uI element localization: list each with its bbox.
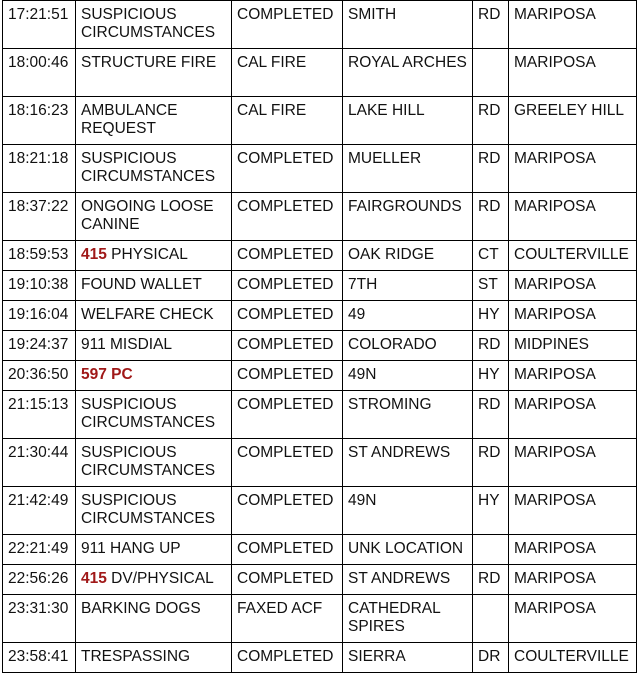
time-cell: 18:37:22 <box>3 193 76 241</box>
city-cell: MARIPOSA <box>509 271 637 301</box>
time-cell: 18:16:23 <box>3 97 76 145</box>
street-cell: 49N <box>343 361 473 391</box>
street-suffix-cell: HY <box>473 361 509 391</box>
street-suffix-cell: RD <box>473 145 509 193</box>
street-cell: ROYAL ARCHES <box>343 49 473 97</box>
time-cell: 18:59:53 <box>3 241 76 271</box>
call-type-cell <box>76 535 232 565</box>
call-type-text: SUSPICIOUS CIRCUMSTANCES <box>81 6 216 41</box>
call-type-cell <box>76 643 232 673</box>
street-suffix-cell: RD <box>473 193 509 241</box>
city-cell: GREELEY HILL <box>509 97 637 145</box>
table-row <box>3 49 637 97</box>
call-type-text: 911 MISDIAL <box>81 336 173 353</box>
disposition-cell: FAXED ACF <box>232 595 343 643</box>
call-type-text: STRUCTURE FIRE <box>81 54 217 71</box>
time-cell: 19:24:37 <box>3 331 76 361</box>
street-suffix-cell <box>473 535 509 565</box>
street-suffix-cell: RD <box>473 565 509 595</box>
call-type-cell <box>76 97 232 145</box>
call-type-cell <box>76 361 232 391</box>
disposition-cell: COMPLETED <box>232 193 343 241</box>
street-cell: CATHEDRAL SPIRES <box>343 595 473 643</box>
call-type-text: SUSPICIOUS CIRCUMSTANCES <box>81 444 216 479</box>
call-type-cell <box>76 145 232 193</box>
disposition-cell: COMPLETED <box>232 487 343 535</box>
disposition-cell: COMPLETED <box>232 145 343 193</box>
time-cell: 21:15:13 <box>3 391 76 439</box>
call-type-cell <box>76 595 232 643</box>
disposition-cell: COMPLETED <box>232 643 343 673</box>
time-cell: 21:30:44 <box>3 439 76 487</box>
call-type-cell <box>76 193 232 241</box>
table-row <box>3 301 637 331</box>
street-cell: STROMING <box>343 391 473 439</box>
disposition-cell: COMPLETED <box>232 391 343 439</box>
time-cell: 20:36:50 <box>3 361 76 391</box>
street-suffix-cell: ST <box>473 271 509 301</box>
street-cell: UNK LOCATION <box>343 535 473 565</box>
call-type-text: SUSPICIOUS CIRCUMSTANCES <box>81 396 216 431</box>
street-suffix-cell: RD <box>473 97 509 145</box>
time-cell: 23:31:30 <box>3 595 76 643</box>
street-cell: FAIRGROUNDS <box>343 193 473 241</box>
street-cell: COLORADO <box>343 331 473 361</box>
disposition-cell: COMPLETED <box>232 331 343 361</box>
time-cell: 22:56:26 <box>3 565 76 595</box>
street-suffix-cell: RD <box>473 331 509 361</box>
disposition-cell: COMPLETED <box>232 565 343 595</box>
street-cell: OAK RIDGE <box>343 241 473 271</box>
street-suffix-cell <box>473 595 509 643</box>
street-cell: ST ANDREWS <box>343 439 473 487</box>
street-cell: SMITH <box>343 1 473 49</box>
street-suffix-cell: HY <box>473 301 509 331</box>
call-code: 415 <box>81 570 107 587</box>
time-cell: 18:00:46 <box>3 49 76 97</box>
call-log-body <box>3 1 637 673</box>
call-type-text: SUSPICIOUS CIRCUMSTANCES <box>81 492 216 527</box>
city-cell: MARIPOSA <box>509 595 637 643</box>
table-row <box>3 595 637 643</box>
disposition-cell: COMPLETED <box>232 1 343 49</box>
call-type-cell <box>76 391 232 439</box>
city-cell: COULTERVILLE <box>509 643 637 673</box>
street-suffix-cell: RD <box>473 391 509 439</box>
table-row <box>3 487 637 535</box>
call-type-text: SUSPICIOUS CIRCUMSTANCES <box>81 150 216 185</box>
street-suffix-cell: HY <box>473 487 509 535</box>
street-cell: 7TH <box>343 271 473 301</box>
city-cell: MARIPOSA <box>509 49 637 97</box>
disposition-cell: COMPLETED <box>232 301 343 331</box>
city-cell: MARIPOSA <box>509 145 637 193</box>
call-code: 415 <box>81 246 107 263</box>
call-type-text: FOUND WALLET <box>81 276 202 293</box>
call-type-cell <box>76 487 232 535</box>
call-type-cell <box>76 49 232 97</box>
call-type-cell <box>76 1 232 49</box>
table-row <box>3 331 637 361</box>
call-type-text: AMBULANCE REQUEST <box>81 102 178 137</box>
city-cell: MARIPOSA <box>509 535 637 565</box>
call-type-text: TRESPASSING <box>81 648 191 665</box>
call-code: 597 PC <box>81 366 133 383</box>
city-cell: MARIPOSA <box>509 565 637 595</box>
table-row <box>3 1 637 49</box>
time-cell: 18:21:18 <box>3 145 76 193</box>
table-row <box>3 565 637 595</box>
call-type-cell <box>76 271 232 301</box>
city-cell: MARIPOSA <box>509 301 637 331</box>
street-suffix-cell: DR <box>473 643 509 673</box>
street-suffix-cell: CT <box>473 241 509 271</box>
disposition-cell: COMPLETED <box>232 241 343 271</box>
street-cell: SIERRA <box>343 643 473 673</box>
call-type-cell <box>76 301 232 331</box>
table-row <box>3 97 637 145</box>
call-type-text: DV/PHYSICAL <box>106 570 214 587</box>
time-cell: 19:10:38 <box>3 271 76 301</box>
table-row <box>3 643 637 673</box>
call-type-text: 911 HANG UP <box>81 540 181 557</box>
table-row <box>3 391 637 439</box>
city-cell: COULTERVILLE <box>509 241 637 271</box>
time-cell: 21:42:49 <box>3 487 76 535</box>
call-type-text: BARKING DOGS <box>81 600 201 617</box>
city-cell: MARIPOSA <box>509 361 637 391</box>
disposition-cell: CAL FIRE <box>232 49 343 97</box>
street-cell: MUELLER <box>343 145 473 193</box>
city-cell: MIDPINES <box>509 331 637 361</box>
table-row <box>3 361 637 391</box>
street-cell: 49 <box>343 301 473 331</box>
call-type-cell <box>76 439 232 487</box>
city-cell: MARIPOSA <box>509 487 637 535</box>
time-cell: 19:16:04 <box>3 301 76 331</box>
city-cell: MARIPOSA <box>509 193 637 241</box>
disposition-cell: COMPLETED <box>232 439 343 487</box>
street-suffix-cell: RD <box>473 439 509 487</box>
call-log-table <box>2 0 637 673</box>
street-suffix-cell <box>473 49 509 97</box>
table-row <box>3 271 637 301</box>
street-cell: LAKE HILL <box>343 97 473 145</box>
disposition-cell: COMPLETED <box>232 361 343 391</box>
call-type-cell <box>76 241 232 271</box>
table-row <box>3 535 637 565</box>
city-cell: MARIPOSA <box>509 1 637 49</box>
table-row <box>3 241 637 271</box>
disposition-cell: COMPLETED <box>232 535 343 565</box>
call-type-text: ONGOING LOOSE CANINE <box>81 198 214 233</box>
time-cell: 22:21:49 <box>3 535 76 565</box>
street-cell: 49N <box>343 487 473 535</box>
street-cell: ST ANDREWS <box>343 565 473 595</box>
time-cell: 17:21:51 <box>3 1 76 49</box>
street-suffix-cell: RD <box>473 1 509 49</box>
call-type-cell <box>76 565 232 595</box>
disposition-cell: CAL FIRE <box>232 97 343 145</box>
city-cell: MARIPOSA <box>509 391 637 439</box>
table-row <box>3 193 637 241</box>
city-cell: MARIPOSA <box>509 439 637 487</box>
table-row <box>3 439 637 487</box>
call-type-text: WELFARE CHECK <box>81 306 214 323</box>
call-type-text: PHYSICAL <box>106 246 188 263</box>
call-type-cell <box>76 331 232 361</box>
time-cell: 23:58:41 <box>3 643 76 673</box>
disposition-cell: COMPLETED <box>232 271 343 301</box>
table-row <box>3 145 637 193</box>
